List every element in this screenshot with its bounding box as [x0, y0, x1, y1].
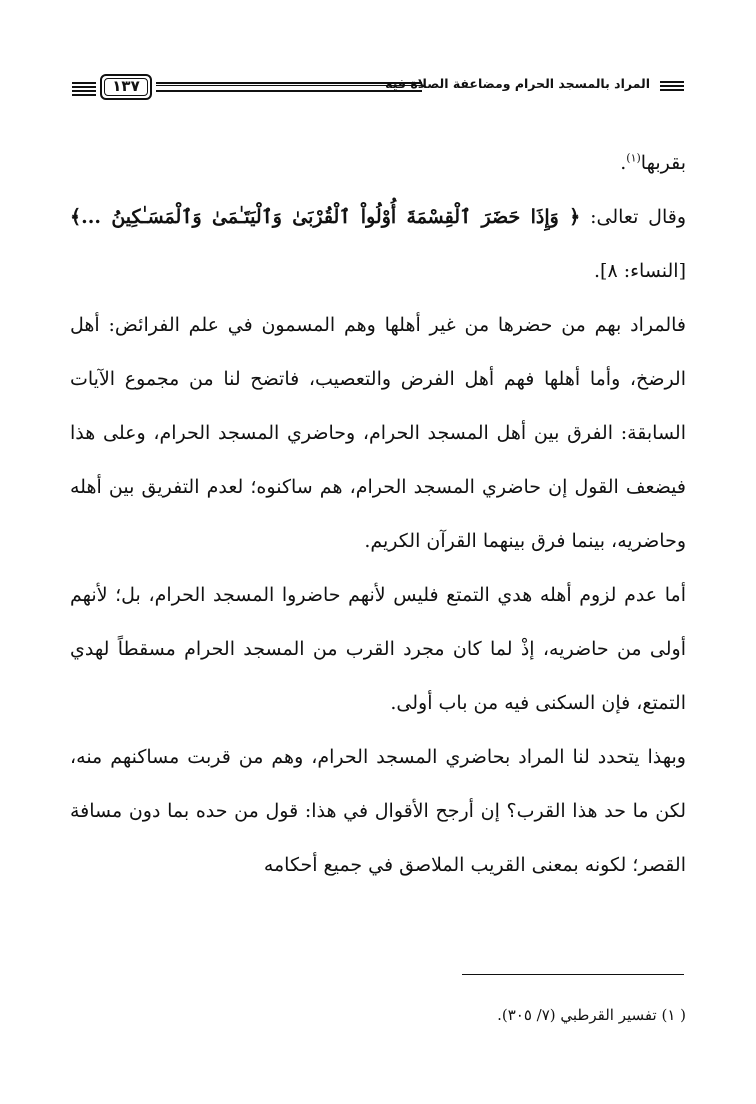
footnote: ( ١) تفسير القرطبي (٧/ ٣٠٥).: [497, 1006, 686, 1024]
page-number: ١٣٧: [112, 77, 140, 95]
paragraph-4: أما عدم لزوم أهله هدي التمتع فليس لأنهم حاضروا المسجد الحرام، بل؛ لأنهم أولى من حاضريه، إذْ لما كان مجرد القرب من المسجد الحرام مسقطاً لهدي التمتع، فإن السكنى فيه من باب أولى.: [70, 584, 686, 714]
paragraph-3: فالمراد بهم من حضرها من غير أهلها وهم المسمون في علم الفرائض: أهل الرضخ، وأما أهلها فهم أهل الفرض والتعصيب، فاتضح لنا من مجموع الآيات السابقة: الفرق بين أهل المسجد الحرام، وحاضري المسجد الحرام، وعلى هذا فيضعف القول إن حاضري المسجد الحرام، هم ساكنوه؛ لعدم التفريق بين أهله وحاضريه، بينما فرق بينهما القرآن الكريم.: [70, 314, 686, 552]
page-number-box: [100, 74, 152, 100]
paragraph-1-text: بقربها: [640, 152, 686, 174]
quran-verse: ﴿ وَإِذَا حَضَرَ ٱلْقِسْمَةَ أُوْلُواْ ٱلْقُرْبَىٰ وَٱلْيَتَـٰمَىٰ وَٱلْمَسَـٰكِينُ ...﴾: [70, 206, 581, 228]
paragraph-1: [70, 136, 686, 190]
header-ornament-right: [660, 81, 684, 93]
running-title: المراد بالمسجد الحرام ومضاعفة الصلاة فيه: [385, 76, 650, 91]
paragraph-1-end: .: [620, 152, 627, 174]
verse-citation: [النساء: ٨].: [594, 260, 686, 282]
header-rule: [156, 82, 422, 92]
paragraph-2-intro: وقال تعالى:: [580, 206, 686, 228]
main-text: [70, 136, 686, 892]
page-header: [72, 74, 684, 104]
paragraph-5: وبهذا يتحدد لنا المراد بحاضري المسجد الحرام، وهم من قربت مساكنهم منه، لكن ما حد هذا القرب؟ إن أرجح الأقوال في هذا: قول من حده بما دون مسافة القصر؛ لكونه بمعنى القريب الملاصق في جميع أحكامه: [70, 746, 686, 876]
paragraph-2: [70, 190, 686, 298]
footnote-reference: (١): [626, 151, 641, 165]
header-ornament-left: [72, 82, 96, 98]
footnote-divider: [462, 974, 684, 975]
